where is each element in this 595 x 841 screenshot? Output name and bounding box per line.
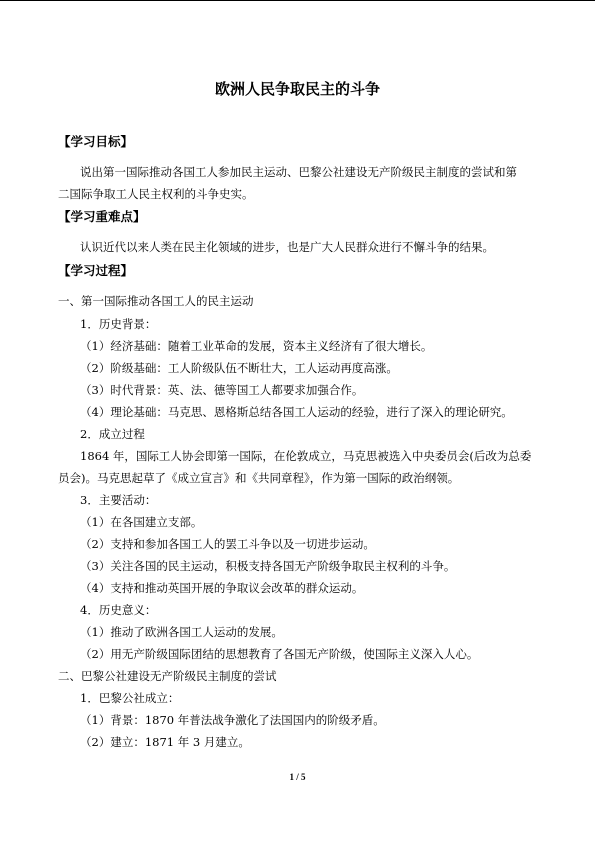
section-2-heading: 二、巴黎公社建设无产阶级民主制度的尝试 [58, 669, 277, 683]
s1-item-1d: （4）理论基础：马克思、恩格斯总结各国工人运动的经验，进行了深入的理论研究。 [80, 405, 513, 419]
s1-item-3b: （2）支持和参加各国工人的罢工斗争以及一切进步运动。 [80, 537, 375, 551]
s1-item-1a: （1）经济基础：随着工业革命的发展，资本主义经济有了很大增长。 [80, 339, 433, 353]
s1-item-3: 3．主要活动： [80, 493, 157, 507]
s2-item-1a: （1）背景：1870 年普法战争激化了法国国内的阶级矛盾。 [80, 713, 385, 727]
s1-item-2-paragraph-line-2: 员会)。马克思起草了《成立宣言》和《共同章程》，作为第一国际的政治纲领。 [58, 471, 460, 485]
s1-item-3d: （4）支持和推动英国开展的争取议会改革的群众运动。 [80, 581, 364, 595]
s1-item-4: 4．历史意义： [80, 603, 157, 617]
s2-item-1: 1．巴黎公社成立： [80, 691, 180, 705]
s1-item-1c: （3）时代背景：英、法、德等国工人都要求加强合作。 [80, 383, 364, 397]
page-title: 欧洲人民争取民主的斗争 [214, 80, 380, 98]
s1-item-4a: （1）推动了欧洲各国工人运动的发展。 [80, 625, 283, 639]
goals-paragraph-line-1: 说出第一国际推动各国工人参加民主运动、巴黎公社建设无产阶级民主制度的尝试和第 [80, 165, 517, 179]
s1-item-2: 2．成立过程 [80, 427, 145, 441]
s2-item-1b: （2）建立：1871 年 3 月建立。 [80, 735, 250, 749]
s1-item-3c: （3）关注各国的民主运动，积极支持各国无产阶级争取民主权利的斗争。 [80, 559, 456, 573]
s1-item-1: 1．历史背景： [80, 317, 157, 331]
s1-item-4b: （2）用无产阶级国际团结的思想教育了各国无产阶级，使国际主义深入人心。 [80, 647, 479, 661]
s1-item-2-paragraph-line-1: 1864 年，国际工人协会即第一国际，在伦敦成立，马克思被选入中央委员会(后改为总委 [80, 449, 532, 463]
page-number: 1 / 5 [289, 772, 306, 782]
header-rule [0, 0, 595, 1]
key-points-paragraph: 认识近代以来人类在民主化领域的进步，也是广大人民群众进行不懈斗争的结果。 [80, 240, 494, 254]
goals-paragraph-line-2: 二国际争取工人民主权利的斗争史实。 [58, 187, 254, 201]
s1-item-1b: （2）阶级基础：工人阶级队伍不断壮大，工人运动再度高涨。 [80, 361, 398, 375]
heading-learning-process: 【学习过程】 [58, 263, 134, 278]
heading-key-points: 【学习重难点】 [58, 209, 146, 224]
s1-item-3a: （1）在各国建立支部。 [80, 515, 203, 529]
section-1-heading: 一、第一国际推动各国工人的民主运动 [58, 294, 254, 308]
heading-learning-goals: 【学习目标】 [58, 134, 134, 149]
